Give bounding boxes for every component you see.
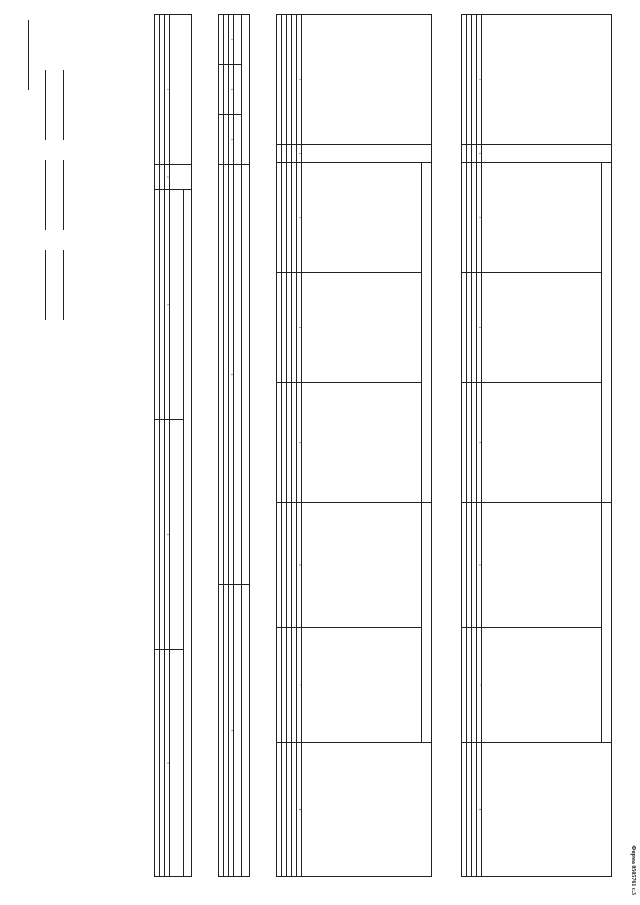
signature-line-3 <box>63 250 70 320</box>
section-4-title <box>195 14 200 874</box>
date-line <box>28 20 35 90</box>
section-4-table: 1 2 3 4 5 <box>154 14 192 877</box>
section-3-table: 1 2 3 4 5 <box>218 14 250 877</box>
form-number: Форма 0505761 с.3 <box>630 845 636 895</box>
footnotes <box>82 14 100 874</box>
section-1-title <box>615 14 620 874</box>
signature-line-6 <box>45 250 52 320</box>
signature-line-5 <box>45 160 52 230</box>
signature-line-2 <box>63 160 70 230</box>
section-1-table: 1 2 3 4 5 6 7 8 <box>461 14 612 877</box>
section-3-title <box>253 14 258 874</box>
signature-line-4 <box>45 70 52 140</box>
section-2-title <box>435 14 440 874</box>
section-2-table: 1 2 3 4 5 6 7 8 <box>276 14 432 877</box>
signature-line-1 <box>63 70 70 140</box>
